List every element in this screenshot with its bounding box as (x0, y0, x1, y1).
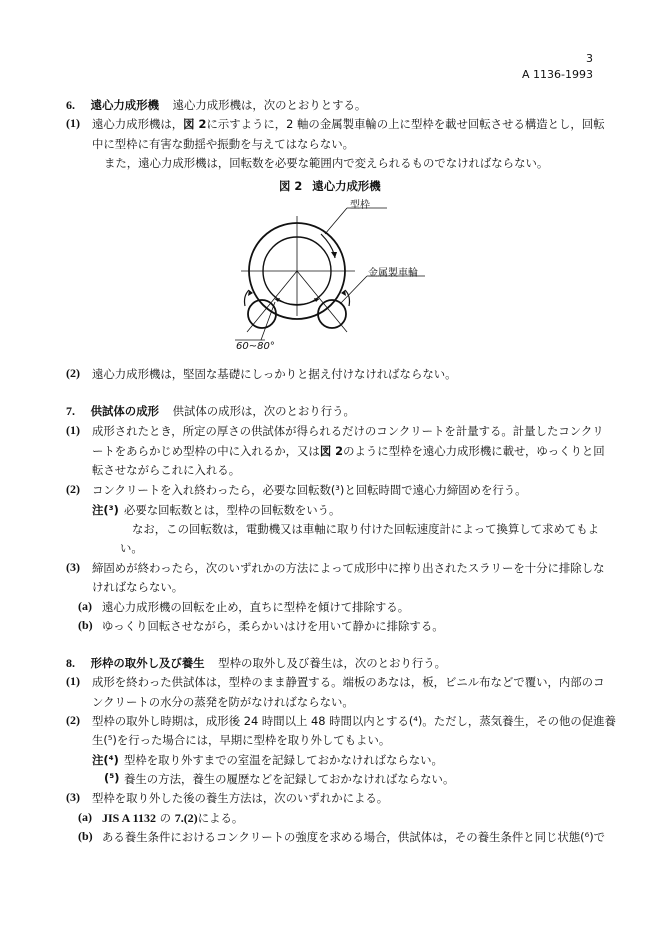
paragraph-line: 型枠の取外し時期は，成形後 24 時間以上 48 時間以内とする(⁴)。ただし，蒸気養生，その他の促進養 (92, 714, 616, 728)
sub-item-number: (b) (78, 618, 93, 632)
section-heading (66, 97, 366, 113)
note-text: い。 (120, 541, 143, 555)
sub-item-number: (a) (78, 810, 92, 824)
sub-item-text: ゆっくり回転させながら，柔らかいはけを用いて静かに排除する。 (102, 619, 444, 633)
note-label: 注(⁴) (92, 753, 119, 767)
paragraph-line: ートをあらかじめ型枠の中に入れるか，又は図 2のように型枠を遠心力成形機に載せ，ゆっくりと回 (92, 444, 605, 458)
clause-ref: 7.(2) (174, 811, 198, 825)
mold-leader-line (325, 208, 347, 234)
paragraph-line: ンクリートの水分の蒸発を防がなければならない。 (92, 695, 354, 709)
section-intro: 遠心力成形機は，次のとおりとする。 (172, 98, 367, 112)
paragraph-line: また，遠心力成形機は，回転数を必要な範囲内で変えられるものでなければならない。 (104, 156, 549, 170)
sub-item-text: ある養生条件におけるコンクリートの強度を求める場合，供試体は，その養生条件と同じ状態(⁶)で (102, 830, 606, 844)
section-title: 供試体の成形 (90, 404, 159, 418)
wheel-label: 金属製車輪 (368, 268, 418, 279)
sub-item-text: JIS A 1132 の 7.(2)による。 (102, 811, 244, 825)
paragraph-line: 成形を終わった供試体は，型枠のまま静置する。端板のあなは，板，ビニル布などで覆い，内部のコ (92, 675, 605, 689)
note-text: 必要な回転数とは，型枠の回転数をいう。 (124, 503, 341, 517)
section-number: 7. (66, 404, 75, 418)
note-label: 注(³) (92, 503, 119, 517)
section-number: 8. (66, 656, 75, 670)
paragraph-line: コンクリートを入れ終わったら，必要な回転数(³)と回転時間で遠心力締固めを行う。 (92, 483, 527, 497)
section-heading (66, 655, 446, 671)
section-title: 形枠の取外し及び養生 (90, 656, 205, 670)
figure-caption: 図 2 遠心力成形機 (279, 179, 381, 193)
note-text: 型枠を取り外すまでの室温を記録しておかなければならない。 (124, 753, 443, 767)
sub-item-number: (a) (78, 599, 92, 613)
figure-ref: 図 2 (319, 444, 344, 458)
paragraph-line: 中に型枠に有害な動揺や振動を与えてはならない。 (92, 137, 354, 151)
section-heading (66, 403, 355, 419)
item-number: (3) (66, 560, 80, 574)
sub-item-number: (b) (78, 829, 93, 843)
item-number: (1) (66, 423, 80, 437)
item-number: (2) (66, 366, 80, 380)
paragraph-line: 成形されたとき，所定の厚さの供試体が得られるだけのコンクリートを計量する。計量したコンクリ (92, 424, 604, 438)
note-text: 養生の方法，養生の履歴などを記録しておかなければならない。 (124, 772, 455, 786)
angle-label: 60~80° (236, 341, 275, 352)
paragraph-line: 遠心力成形機は，図 2に示すように，2 軸の金属製車輪の上に型枠を載せ回転させる構造とし，回転 (92, 117, 605, 131)
rotation-arrow-left-wheel (245, 290, 250, 306)
note-text: なお，この回転数は，電動機又は車軸に取り付けた回転速度計によって換算して求めてもよ (132, 522, 600, 536)
item-number: (2) (66, 713, 80, 727)
item-number: (2) (66, 482, 80, 496)
paragraph-line: 型枠を取り外した後の養生方法は，次のいずれかによる。 (92, 791, 389, 805)
paragraph-line: 転させながらこれに入れる。 (92, 463, 241, 477)
section-intro: 供試体の成形は，次のとおり行う。 (172, 404, 355, 418)
section-number: 6. (66, 98, 75, 112)
standard-id: A 1136-1993 (522, 68, 593, 81)
item-number: (1) (66, 116, 80, 130)
mold-label: 型枠 (350, 200, 370, 211)
paragraph-line: 生(⁵)を行った場合には，早期に型枠を取り外してもよい。 (92, 733, 391, 747)
paragraph-line: ければならない。 (92, 580, 184, 594)
figure-ref: 図 2 (183, 117, 207, 131)
rotation-arrowhead-mold (331, 252, 337, 258)
item-number: (1) (66, 674, 80, 688)
standard-ref: JIS A 1132 (102, 811, 157, 825)
paragraph-line: 締固めが終わったら，次のいずれかの方法によって成形中に搾り出されたスラリーを十分に排除しな (92, 561, 605, 575)
item-number: (3) (66, 790, 80, 804)
paragraph-line: 遠心力成形機は，堅固な基礎にしっかりと据え付けなければならない。 (92, 367, 457, 381)
section-intro: 型枠の取外し及び養生は，次のとおり行う。 (218, 656, 446, 670)
note-label: (⁵) (104, 771, 120, 785)
sub-item-text: 遠心力成形機の回転を止め，直ちに型枠を傾けて排除する。 (102, 600, 410, 614)
section-title: 遠心力成形機 (90, 98, 159, 112)
page-number: 3 (586, 52, 593, 65)
angle-leader-line (261, 302, 275, 340)
